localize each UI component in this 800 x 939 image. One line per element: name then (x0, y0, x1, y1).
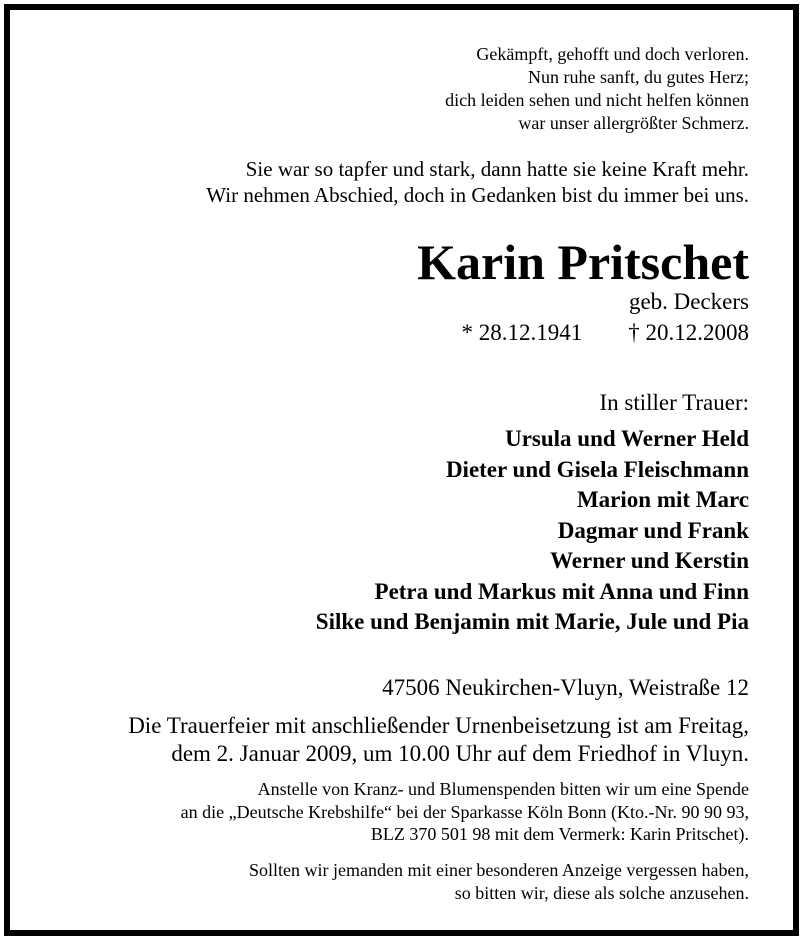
donation-line: BLZ 370 501 98 mit dem Vermerk: Karin Pritschet). (370, 824, 749, 844)
address: 47506 Neukirchen-Vluyn, Weistraße 12 (382, 675, 749, 700)
mourners-list (316, 424, 749, 638)
closing-notice (249, 859, 749, 904)
mourner-entry: Werner und Kerstin (550, 548, 749, 573)
mourner-entry: Ursula und Werner Held (505, 426, 749, 451)
death-date: † 20.12.2008 (628, 320, 749, 345)
verse-block (206, 156, 749, 208)
mourner-entry: Dieter und Gisela Fleischmann (445, 456, 749, 482)
poem-line: Gekämpft, gehofft und doch verloren. (476, 44, 749, 64)
mourner-entry: Silke und Benjamin mit Marie, Jule und Pia (315, 609, 749, 634)
donation-notice (181, 778, 749, 846)
mourning-intro: In stiller Trauer: (599, 390, 749, 415)
funeral-notice (128, 712, 749, 768)
donation-line: Anstelle von Kranz- und Blumenspenden bitten wir um eine Spende (257, 779, 749, 799)
poem-line: war unser allergrößter Schmerz. (518, 113, 749, 133)
verse-line: Sie war so tapfer und stark, dann hatte sie keine Kraft mehr. (245, 157, 749, 181)
funeral-line: Die Trauerfeier mit anschließender Urnenbeisetzung ist am Freitag, (128, 713, 749, 738)
poem-line: dich leiden sehen und nicht helfen können (445, 90, 749, 110)
life-dates (462, 318, 750, 348)
closing-line: Sollten wir jemanden mit einer besonderen Anzeige vergessen haben, (248, 860, 749, 880)
donation-line: an die „Deutsche Krebshilfe“ bei der Sparkasse Köln Bonn (Kto.-Nr. 90 90 93, (180, 801, 749, 822)
birth-date: * 28.12.1941 (461, 320, 583, 345)
verse-line: Wir nehmen Abschied, doch in Gedanken bist du immer bei uns. (206, 183, 749, 207)
deceased-name: Karin Pritschet (417, 234, 749, 290)
mourner-entry: Marion mit Marc (576, 487, 749, 512)
closing-line: so bitten wir, diese als solche anzusehen. (454, 882, 749, 903)
poem-line: Nun ruhe sanft, du gutes Herz; (528, 67, 749, 87)
mourner-entry: Petra und Markus mit Anna und Finn (374, 578, 749, 604)
obituary-frame (4, 4, 799, 936)
funeral-line: dem 2. Januar 2009, um 10.00 Uhr auf dem Friedhof in Vluyn. (171, 741, 749, 766)
mourner-entry: Dagmar und Frank (557, 517, 749, 543)
maiden-name: geb. Deckers (628, 289, 749, 314)
poem-block (445, 43, 749, 135)
